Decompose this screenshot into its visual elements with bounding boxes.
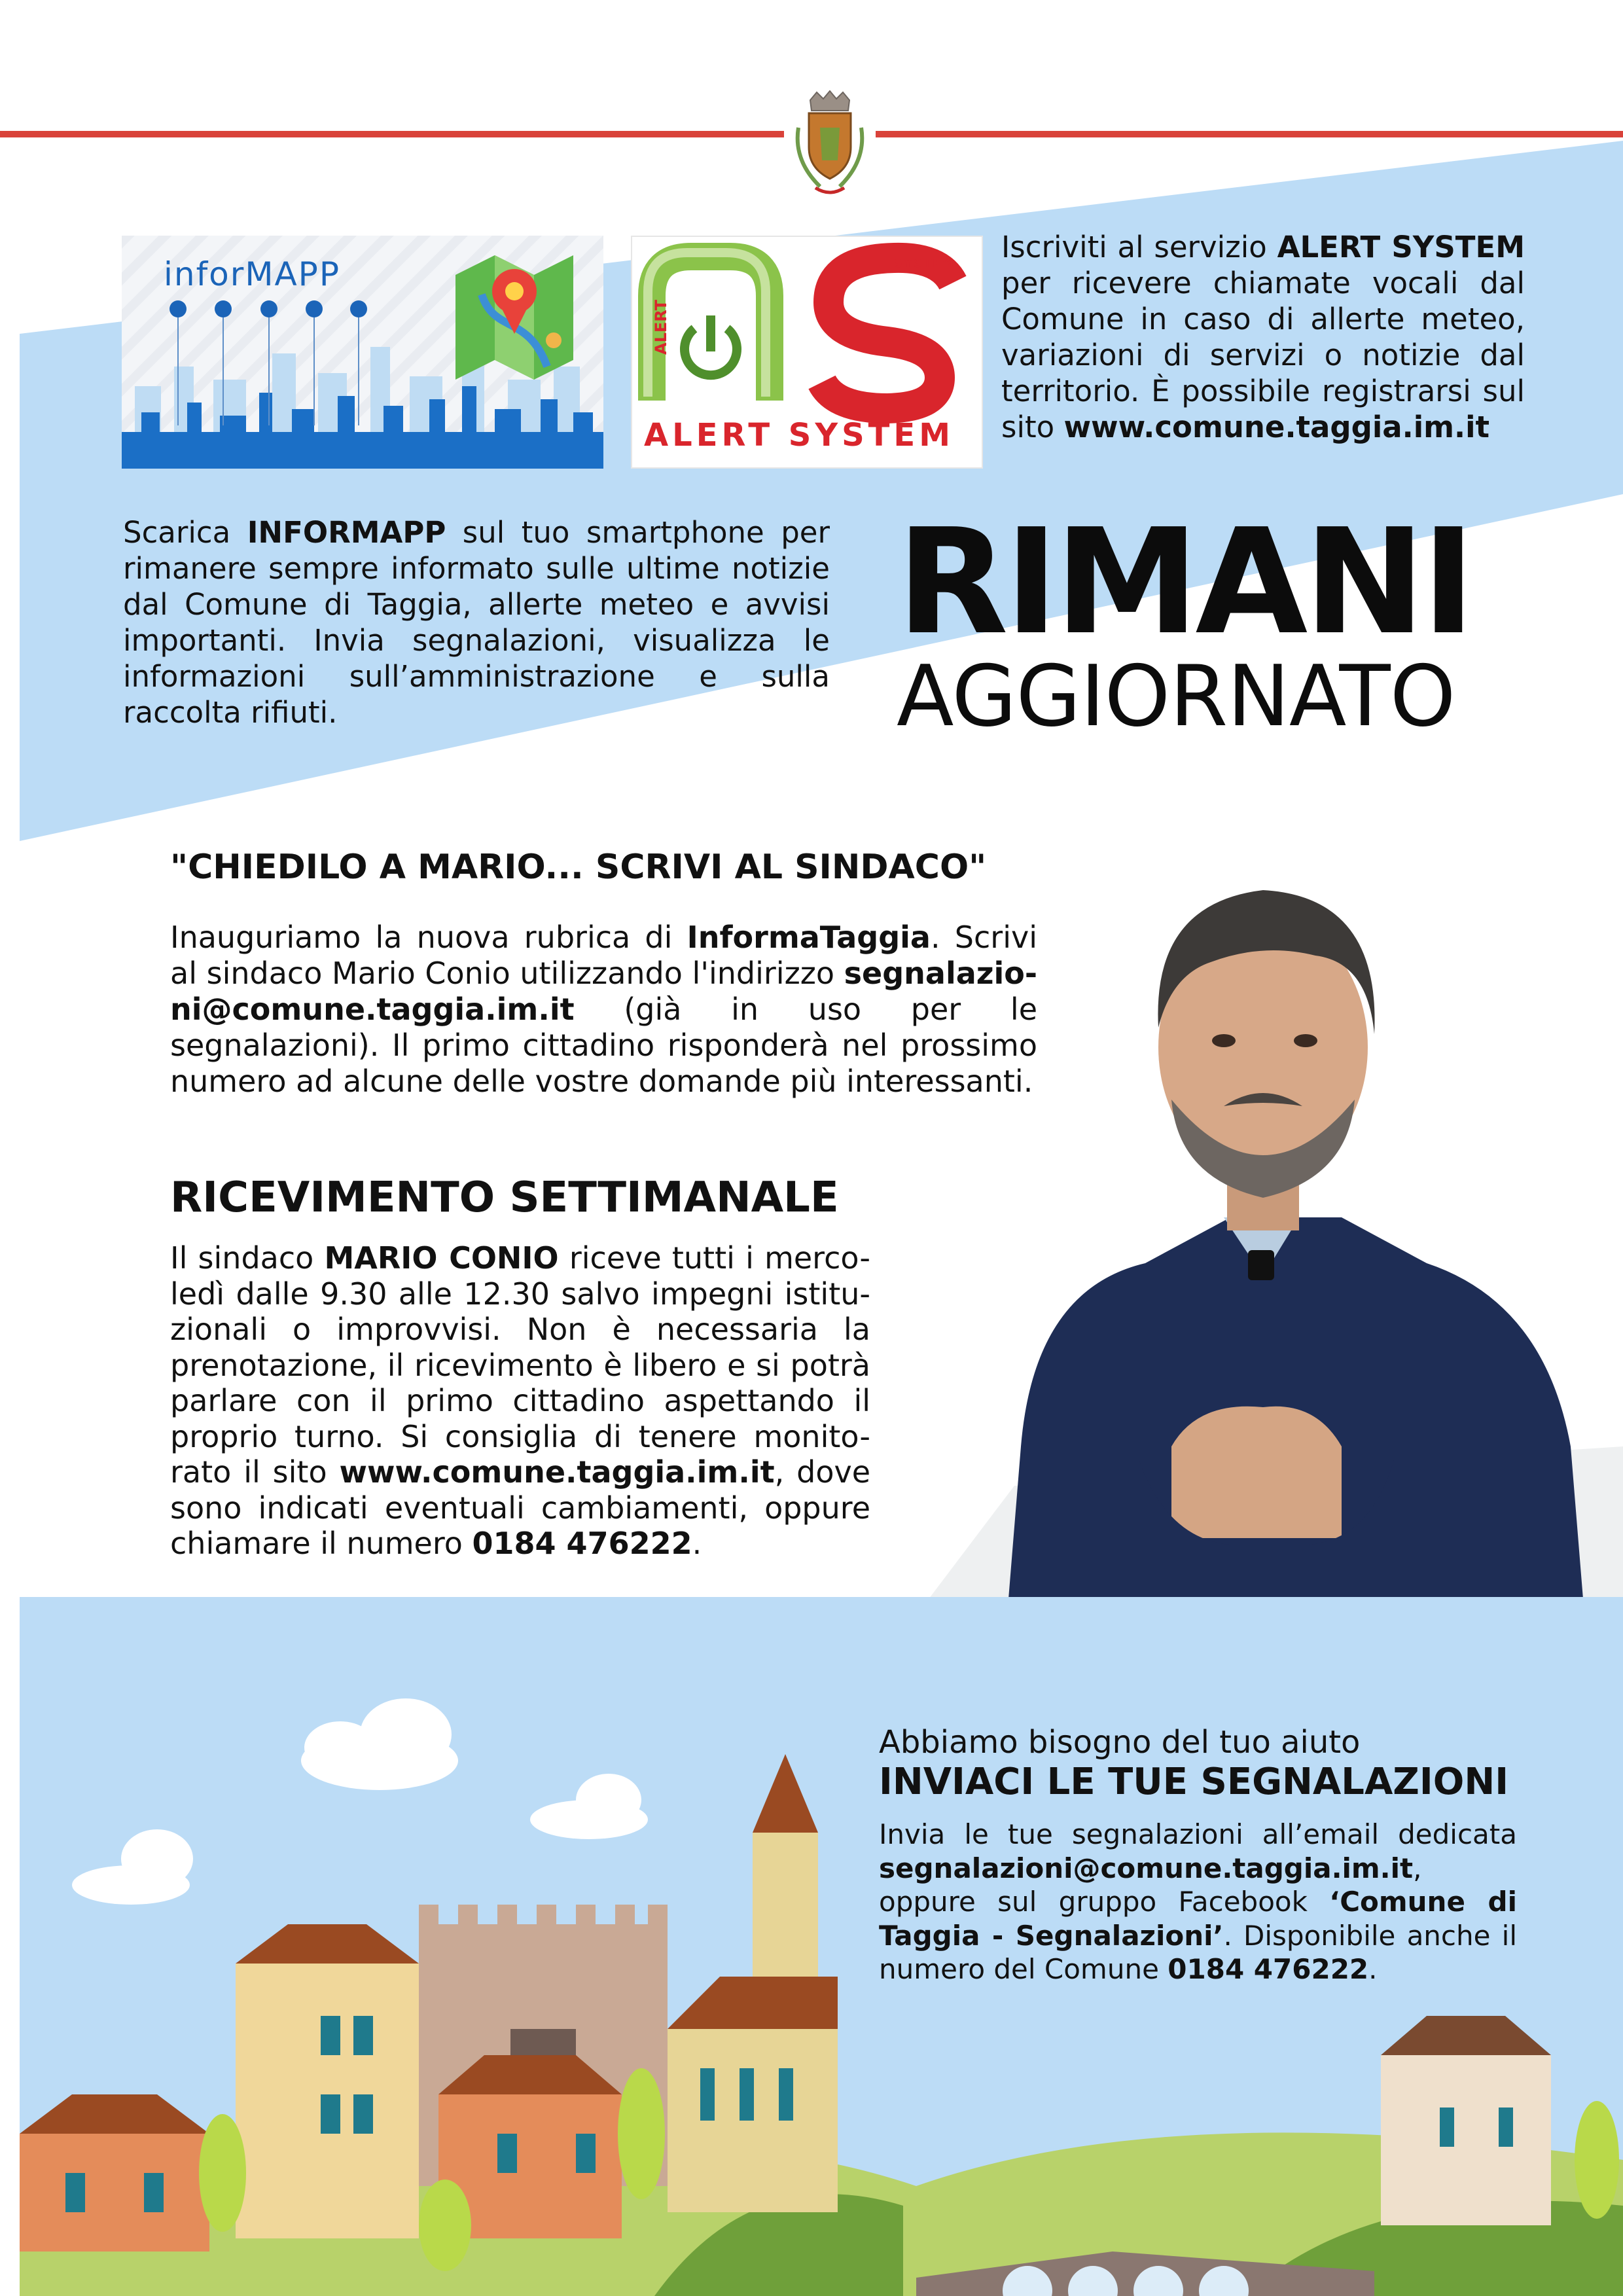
mayor-photo (923, 792, 1623, 1607)
segnalazioni-text-1: Invia le tue segnalazioni all’email dedicata (879, 1818, 1517, 1850)
chiedilo-text-1: Inauguriamo la nuova rubrica di (170, 920, 687, 955)
ricevimento-phone: 0184 476222 (472, 1526, 692, 1561)
segnalazioni-title: INVIACI LE TUE SEGNALAZIONI (879, 1761, 1509, 1803)
informapp-wordmark: inforMAPP (164, 255, 340, 293)
chiedilo-text-3: (già in uso per le segnalazioni). Il primo cittadino risponderà nel prossimo numero ad alcune delle vostre domande più interessanti. (170, 992, 1037, 1099)
chiedilo-text-bold-1: InformaTaggia (687, 920, 931, 955)
chiedilo-title: "CHIEDILO A MARIO... SCRIVI AL SINDACO" (170, 848, 987, 887)
municipal-crest-icon (784, 88, 876, 200)
ricevimento-text-3: , dove sono indicati eventuali cambiamenti, oppure chiamare il numero (170, 1454, 870, 1561)
ricevimento-title: RICEVIMENTO SETTIMANALE (170, 1174, 839, 1222)
ricevimento-text-4: . (692, 1526, 702, 1561)
segnalazioni-text-3: . Disponibile anche il numero del Comune (879, 1919, 1517, 1985)
informapp-text-bold-1: INFORMAPP (247, 515, 446, 550)
informapp-text-2: sul tuo smartphone per rimanere sempre informato sulle ultime notizie dal Comune di Taggia, allerte meteo e avvisi importanti. Invia segnalazioni, visualizza le informazioni sull’amministrazione e sulla raccolta rifiuti. (123, 515, 830, 730)
segnalazioni-subtitle: Abbiamo bisogno del tuo aiuto (879, 1724, 1361, 1761)
alert-system-logo (631, 236, 983, 469)
alert-text-2: per ricevere chiamate vocali dal Comune in caso di allerte meteo, variazioni di servizi o notizie dal territorio. È possibile registrarsi sul sito (1001, 266, 1525, 444)
ricevimento-paragraph (170, 1240, 870, 1562)
informapp-text-1: Scarica (123, 515, 247, 550)
segnalazioni-phone: 0184 476222 (1168, 1953, 1369, 1985)
informapp-logo (122, 236, 603, 469)
segnalazioni-email-link[interactable]: segnalazioni@comune.taggia.im.it (879, 1852, 1414, 1884)
chiedilo-text-2: . Scrivi al sindaco Mario Conio utilizzando l'indirizzo (170, 920, 1037, 991)
segnalazioni-text-4: . (1368, 1953, 1378, 1985)
alert-system-wordmark: ALERT SYSTEM (644, 417, 954, 454)
informapp-paragraph (123, 514, 830, 730)
headline-rimani: RIMANI (897, 498, 1472, 667)
segnalazioni-text-2: , oppure sul gruppo Facebook (879, 1852, 1422, 1918)
alert-website-link[interactable]: www.comune.taggia.im.it (1063, 410, 1490, 444)
alert-text-1: Iscriviti al servizio (1001, 230, 1277, 264)
ricevimento-text-2: riceve tutti i merco-ledì dalle 9.30 alle 12.30 salvo impegni istitu-zionali o improvvisi. Non è necessaria la prenotazione, il ricevimento è libero e si potrà parlare con il primo cittadino aspettando il proprio turno. Si consiglia di tenere monito-rato il sito (170, 1240, 870, 1490)
ricevimento-website-link[interactable]: www.comune.taggia.im.it (339, 1454, 775, 1490)
segnalazioni-facebook-group[interactable]: ‘Comune di Taggia - Segnalazioni’ (879, 1886, 1517, 1952)
ricevimento-text-bold-1: MARIO CONIO (324, 1240, 559, 1276)
chiedilo-email-link[interactable]: segnalazio-ni@comune.taggia.im.it (170, 956, 1037, 1027)
alert-logo-system-small: SYSTEM (894, 257, 955, 270)
alert-logo-vertical-text: ALERT (652, 299, 670, 355)
segnalazioni-paragraph (879, 1818, 1517, 1986)
alert-system-paragraph (1001, 229, 1525, 445)
headline-aggiornato: AGGIORNATO (897, 648, 1455, 745)
alert-text-bold-1: ALERT SYSTEM (1277, 230, 1525, 264)
chiedilo-paragraph (170, 920, 1037, 1100)
ricevimento-text-1: Il sindaco (170, 1240, 325, 1276)
